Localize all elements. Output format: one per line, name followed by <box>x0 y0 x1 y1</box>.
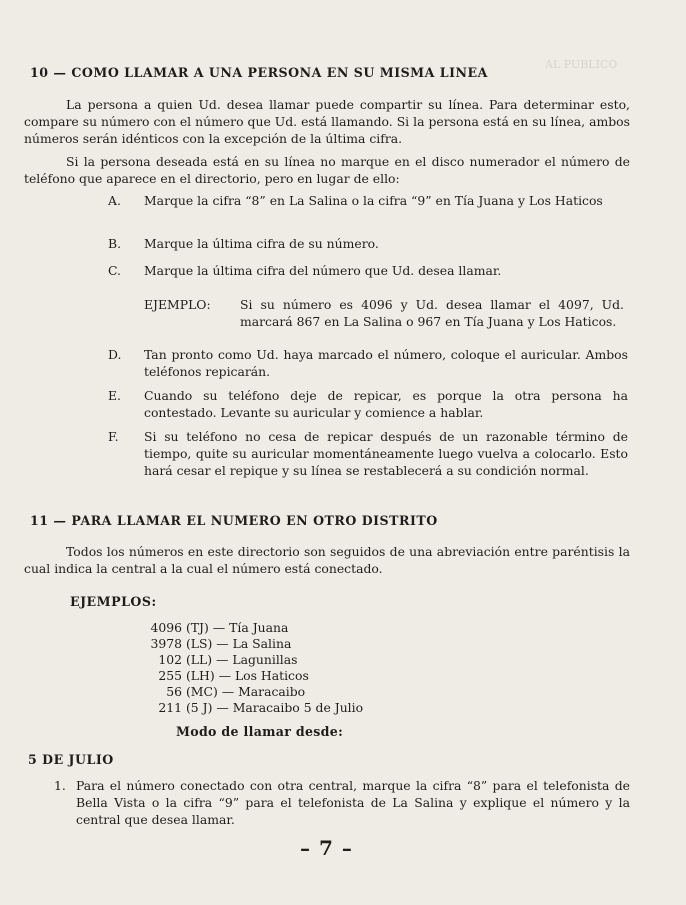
example-text: Si su número es 4096 y Ud. desea llamar el 4097, Ud. marcará 867 en La Salina o 967 en Tía Juana y Los Haticos. <box>240 297 624 329</box>
example-code: (TJ) <box>185 620 209 635</box>
list-item-label: E. <box>108 388 121 403</box>
example-label: EJEMPLO: <box>144 297 211 312</box>
example-code: (MC) <box>185 684 218 699</box>
example-row: 102 (LL) — Lagunillas <box>112 652 298 668</box>
list-item-label: F. <box>108 429 119 444</box>
example-code: (LS) <box>185 636 213 651</box>
bleed-through-text: AL PUBLICO <box>545 58 618 71</box>
list-item-text: Marque la última cifra del número que Ud. desea llamar. <box>144 263 502 278</box>
list-item-text: Marque la última cifra de su número. <box>144 236 379 251</box>
example-row: 3978 (LS) — La Salina <box>112 636 291 652</box>
example-row: 4096 (TJ) — Tía Juana <box>112 620 288 636</box>
example-code: (LH) <box>185 668 215 683</box>
section-11-paragraph: Todos los números en este directorio son seguidos de una abreviación entre paréntisis la cual indica la central a la cual el número está conectado. <box>24 544 630 576</box>
sub-heading-5-de-julio: 5 DE JULIO <box>28 752 114 767</box>
section-10-paragraph-2: Si la persona deseada está en su línea no marque en el disco numerador el número de teléfono que aparece en el directorio, pero en lugar de ello: <box>24 154 630 186</box>
example-name: Maracaibo <box>238 684 306 699</box>
section-11-heading: 11 — PARA LLAMAR EL NUMERO EN OTRO DISTRITO <box>30 513 438 528</box>
example-name: La Salina <box>232 636 292 651</box>
example-number: 102 <box>158 652 182 667</box>
example-name: Maracaibo 5 de Julio <box>232 700 364 715</box>
example-row: 255 (LH) — Los Haticos <box>112 668 309 684</box>
section-10-paragraph-1: La persona a quien Ud. desea llamar puede compartir su línea. Para determinar esto, compare su número con el número que Ud. está llamando. Si la persona está en su línea, ambos números serán idénticos con la excepción de la última cifra. <box>24 97 630 146</box>
list-item-label: C. <box>108 263 121 278</box>
example-number: 4096 <box>150 620 182 635</box>
step-text: Para el número conectado con otra central, marque la cifra “8” para el telefonista de Bella Vista o la cifra “9” para el telefonista de La Salina y explique el número y la central que desea llamar. <box>76 778 630 827</box>
example-name: Tía Juana <box>229 620 289 635</box>
mode-label: Modo de llamar desde: <box>176 724 344 739</box>
list-item-label: D. <box>108 347 122 362</box>
example-code: (5 J) <box>185 700 213 715</box>
example-row: 211 (5 J) — Maracaibo 5 de Julio <box>112 700 363 716</box>
list-item-text: Marque la cifra “8” en La Salina o la cifra “9” en Tía Juana y Los Haticos <box>144 193 603 208</box>
example-number: 3978 <box>150 636 182 651</box>
page-number: – 7 – <box>300 836 353 860</box>
example-number: 255 <box>158 668 182 683</box>
section-10-heading: 10 — COMO LLAMAR A UNA PERSONA EN SU MISMA LINEA <box>30 65 488 80</box>
example-number: 211 <box>158 700 182 715</box>
step-label: 1. <box>54 778 66 793</box>
list-item-label: A. <box>108 193 121 208</box>
example-name: Los Haticos <box>234 668 309 683</box>
list-item-text: Si su teléfono no cesa de repicar después de un razonable término de tiempo, quite su auricular momentáneamente luego vuelva a colocarlo. Esto hará cesar el repique y su línea se restablecerá a su condición normal. <box>144 429 628 478</box>
list-item-label: B. <box>108 236 122 251</box>
example-number: 56 <box>166 684 182 699</box>
example-name: Lagunillas <box>232 652 298 667</box>
example-row: 56 (MC) — Maracaibo <box>112 684 305 700</box>
list-item-text: Cuando su teléfono deje de repicar, es porque la otra persona ha contestado. Levante su auricular y comience a hablar. <box>144 388 628 420</box>
example-code: (LL) <box>185 652 213 667</box>
examples-label: EJEMPLOS: <box>70 594 157 609</box>
list-item-text: Tan pronto como Ud. haya marcado el número, coloque el auricular. Ambos teléfonos repicarán. <box>144 347 628 379</box>
